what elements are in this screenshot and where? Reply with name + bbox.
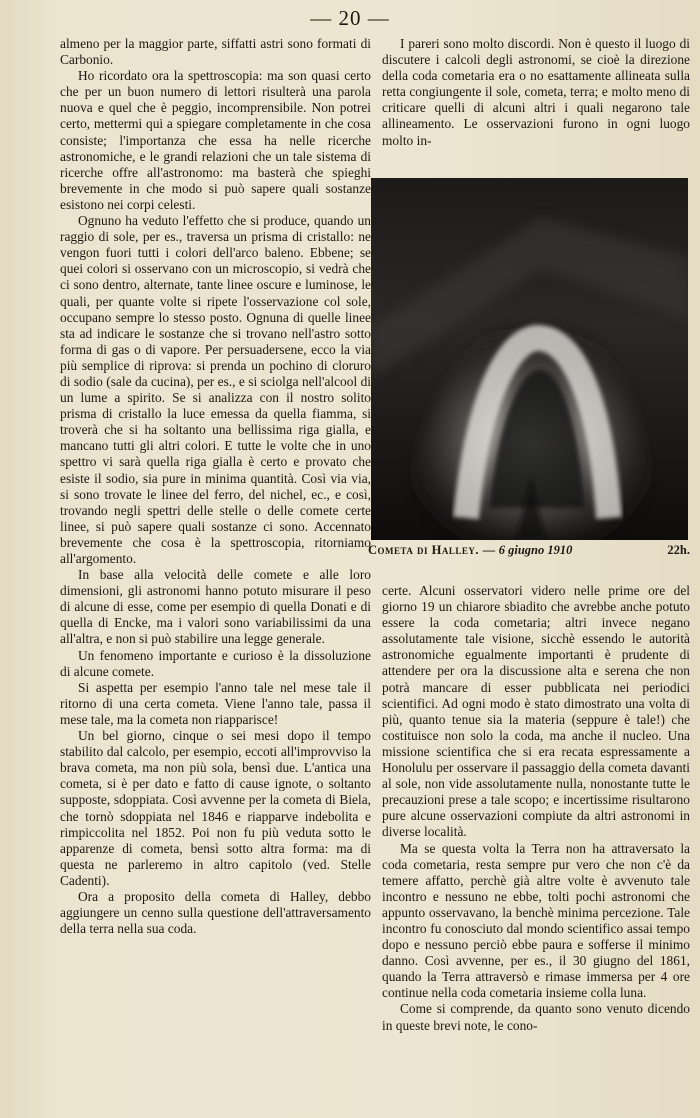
right-text-column-top <box>382 36 690 149</box>
paragraph: Un bel giorno, cinque o sei mesi dopo il tempo stabilito dal calcolo, per esempio, eccoti all'improvviso la brava cometa, ma non più sola, bensì due. L'antica una cometa, si è per dato e fatto di cause ignote, o soltanto supposte, sdoppiata. Così avvenne per la cometa di Biela, che tornò sdoppiata nel 1846 e riapparve indebolita e rimpiccolita nel 1852. Poi non fu più veduta sotto le apparenze di cometa, bensì sotto altra forma: ma di questa ne parleremo in altro capitolo (ved. Stelle Cadenti). <box>60 728 371 888</box>
comet-photograph <box>371 178 688 540</box>
paragraph: Si aspetta per esempio l'anno tale nel mese tale il ritorno di una certa cometa. Viene l'anno tale, passa il mese tale, ma la cometa non riapparisce! <box>60 679 371 727</box>
figure-caption <box>368 543 690 558</box>
paragraph: I pareri sono molto discordi. Non è questo il luogo di discutere i calcoli degli astronomi, se cioè la direzione della coda cometaria era o no esattamente allineata sulla retta congiungente il sole, cometa, terra; e molto meno di criticare quelli di alcuni altri i quali negarono tale allineamento. Le osservazioni furono in ogni luogo molto in- <box>382 36 690 148</box>
paragraph: almeno per la maggior parte, siffatti astri sono formati di Carbonio. <box>60 36 371 68</box>
right-text-column-bottom <box>382 583 690 1034</box>
page-number: — 20 — <box>310 6 390 30</box>
paragraph: Come si comprende, da quanto sono venuto dicendo in queste brevi note, le cono- <box>382 1001 690 1033</box>
paragraph: Ognuno ha veduto l'effetto che si produce, quando un raggio di sole, per es., traversa un prisma di cristallo: ne vengon fuori tutti i colori dell'arco baleno. Ebbene; se quei colori si osservano con un microscopio, si vedrà che ci sono dentro, alternate, tante linee oscure e luminose, le quali, per quante volte si ripete l'osservazione col sole, occupano sempre lo stesso posto. Ognuna di quelle linee sta ad indicare le sostanze che si trovano nell'astro sotto forma di gas o di vapore. Per persuadersene, ecco la via più semplice di riprova: si prenda un pochino di cloruro di sodio (sale da cucina), per es., e si sciolga nell'alcool di un lume a spirito. Se si analizza con il nostro solito prisma di cristallo la luce emessa da quella fiamma, si troverà che si ha soltanto una bellissima riga gialla, e mancano tutti gli altri colori. E tutte le volte che in uno spettro vi sarà quella riga gialla è certo e provato che esiste il sodio, sia pure in minima quantità. Così via via, si sono trovate le linee del ferro, del nichel, ec., e così, trovando negli spettri delle stelle o delle comete certe linee, si può sapere quali sostanze ci sono. Accennato brevemente che cosa è la spettroscopia, ritorniamo all'argomento. <box>60 213 371 566</box>
caption-title: Cometa di Halley. — <box>368 543 496 557</box>
paragraph: certe. Alcuni osservatori videro nelle prime ore del giorno 19 un chiarore sbiadito che avrebbe anche potuto essere la coda cometaria; altri invece negano assolutamente tale visione, sicchè essendo le autorità astronomiche egualmente importanti è prudente di attendere per ora la discussione alta e serena che non potrà mancare di esser pubblicata nei periodici scientifici. Ad ogni modo è stato dimostrato una volta di più, quanto tenue sia la materia (seppure è tale!) che costituisce non solo la coda, ma anche il nucleo. Una missione scientifica che si era recata espressamente a Honolulu per osservare il passaggio della cometa davanti al sole, non vide assolutamente nulla, nonostante tutte le precauzioni prese a tale scopo; e incertissime risultarono pure alcune osservazioni compiute da altri astronomi in diverse località. <box>382 583 690 840</box>
paragraph: Un fenomeno importante e curioso è la dissoluzione di alcune comete. <box>60 647 371 679</box>
left-text-column <box>60 36 371 937</box>
paragraph: Ora a proposito della cometa di Halley, debbo aggiungere un cenno sulla questione dell'attraversamento della terra nella sua coda. <box>60 888 371 937</box>
caption-date: 6 giugno 1910 <box>498 543 573 557</box>
caption-time: 22h. <box>667 543 690 557</box>
paragraph: In base alla velocità delle comete e alle loro dimensioni, gli astronomi hanno potuto misurare il peso di alcune di esse, come per esempio di quella Donati e di quella di Encke, ma i valori sono variabilissimi da una all'altra, e non si può stabilire una legge generale. <box>60 567 371 647</box>
paragraph: Ho ricordato ora la spettroscopia: ma son quasi certo che per un buon numero di lettori risulterà una parola nuova e quel che è peggio, incomprensibile. Non potrei certo, mettermi qui a spiegare completamente in che cosa consiste; l'importanza che essa ha nelle ricerche astronomiche, e le grandi relazioni che un tale sistema di ricerche offre all'astronomo: ma basterà che spieghi brevemente in che modo si può sapere quali sostanze esistono nei corpi celesti. <box>60 68 371 212</box>
comet-image <box>371 178 688 540</box>
paragraph: Ma se questa volta la Terra non ha attraversato la coda cometaria, resta sempre pur vero che non c'è da temere affatto, perchè già altre volte è avvenuto tale incontro e nessuno ne ebbe, tolti pochi astronomi che appunto osservavano, la benchè minima percezione. Tale incontro fu conosciuto dal mondo scientifico assai tempo dopo e nessuno perciò ebbe paura e sofferse il minimo danno. Così avvenne, per es., il 30 giugno del 1861, quando la Terra attraversò e rimase immersa per 4 ore continue nella coda cometaria insieme colla luna. <box>382 840 690 1001</box>
